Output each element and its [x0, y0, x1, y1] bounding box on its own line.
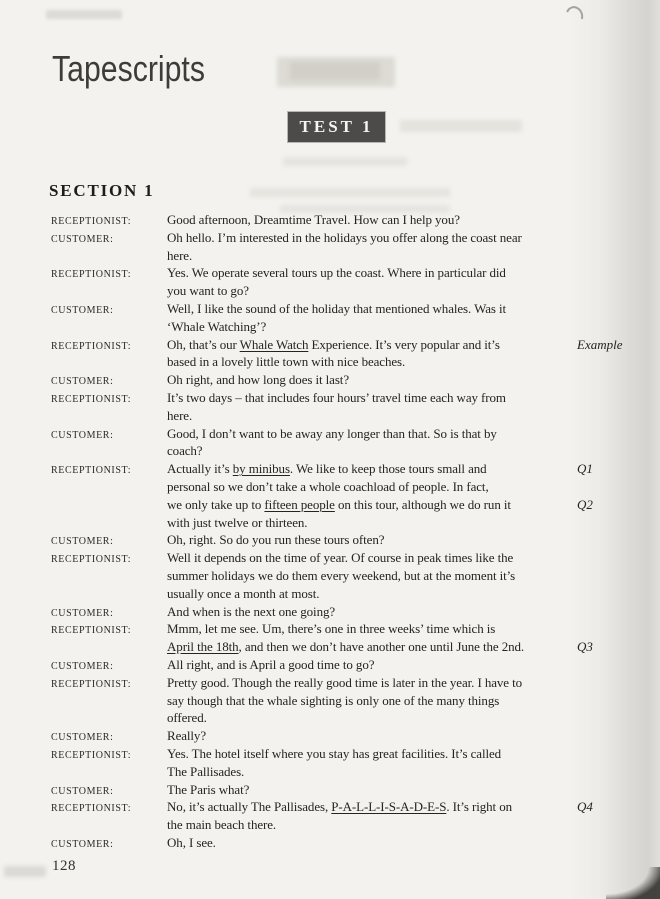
underlined-answer-text: fifteen people	[264, 496, 335, 512]
speaker-label: CUSTOMER:	[51, 233, 114, 245]
speaker-label: RECEPTIONIST:	[51, 216, 132, 227]
dialogue-line	[51, 353, 648, 371]
dialogue-line	[51, 407, 648, 425]
scan-artifact	[283, 157, 407, 166]
dialogue-text	[167, 674, 577, 692]
plain-text: summer holidays we do them every weekend, but at the moment it’s	[167, 567, 516, 583]
margin-note: Q3	[577, 639, 593, 655]
plain-text: Pretty good. Though the really good time is later in the year. I have to	[167, 674, 523, 690]
speaker-label: CUSTOMER:	[51, 838, 114, 850]
margin-note: Q4	[577, 799, 593, 815]
dialogue-line	[51, 514, 648, 532]
dialogue-line	[51, 389, 648, 407]
dialogue-text	[167, 567, 577, 585]
dialogue-line	[51, 798, 648, 816]
dialogue-line	[51, 478, 648, 496]
dialogue-line	[51, 282, 648, 300]
underlined-answer-text: by minibus	[232, 461, 290, 477]
plain-text: The Pallisades.	[167, 763, 245, 779]
dialogue-text	[167, 798, 577, 816]
speaker-label: CUSTOMER:	[51, 607, 114, 619]
margin-note: Q1	[577, 461, 593, 477]
margin-note: Q2	[577, 496, 593, 512]
dialogue-line	[51, 549, 648, 567]
dialogue-line	[51, 816, 648, 834]
speaker-label: CUSTOMER:	[51, 429, 114, 441]
speaker-label: CUSTOMER:	[51, 304, 114, 316]
dialogue-text	[167, 425, 577, 443]
dialogue-text	[167, 264, 577, 282]
dialogue-line	[51, 620, 648, 638]
speaker-label: CUSTOMER:	[51, 732, 114, 744]
plain-text: Really?	[167, 728, 207, 744]
dialogue-text	[167, 585, 577, 603]
underlined-answer-text: P-A-L-L-I-S-A-D-E-S	[331, 799, 447, 815]
dialogue-line	[51, 763, 648, 781]
scan-artifact	[400, 120, 522, 132]
dialogue-text	[167, 371, 577, 389]
dialogue-text	[167, 336, 577, 354]
plain-text: usually once a month at most.	[167, 585, 320, 601]
dialogue-line	[51, 336, 648, 354]
plain-text: personal so we don’t take a whole coachload of people. In fact,	[167, 478, 489, 494]
dialogue-line	[51, 371, 648, 389]
dialogue-line	[51, 674, 648, 692]
page-edge-shadow	[634, 0, 660, 899]
dialogue-text	[167, 727, 577, 745]
plain-text: Oh, that’s our	[167, 336, 240, 352]
dialogue-text	[167, 247, 577, 265]
plain-text: The Paris what?	[167, 781, 250, 797]
plain-text: here.	[167, 407, 193, 423]
dialogue-text	[167, 656, 577, 674]
plain-text: Oh right, and how long does it last?	[167, 372, 349, 388]
dialogue-line	[51, 247, 648, 265]
dialogue-text	[167, 478, 577, 496]
dialogue-line	[51, 603, 648, 621]
dialogue-line	[51, 496, 648, 514]
dialogue-text	[167, 638, 577, 656]
plain-text: Oh, I see.	[167, 834, 216, 850]
dialogue-text	[167, 460, 577, 478]
dialogue-text	[167, 745, 577, 763]
dialogue-text	[167, 496, 577, 514]
dialogue-line	[51, 442, 648, 460]
page-curl-mark-icon	[563, 3, 586, 27]
dialogue-line	[51, 656, 648, 674]
plain-text: based in a lovely little town with nice beaches.	[167, 354, 406, 370]
margin-note: Example	[577, 336, 623, 352]
dialogue-text	[167, 692, 577, 710]
speaker-label: RECEPTIONIST:	[51, 269, 132, 281]
dialogue-text	[167, 763, 577, 781]
plain-text: No, it’s actually The Pallisades,	[167, 799, 332, 815]
dialogue-line	[51, 585, 648, 603]
plain-text: . We like to keep those tours small and	[289, 461, 487, 477]
test-banner	[288, 112, 385, 142]
plain-text: , and then we don’t have another one until June the 2nd.	[238, 639, 525, 655]
plain-text: you want to go?	[167, 283, 249, 299]
dialogue-text	[167, 549, 577, 567]
page-number: 128	[52, 858, 76, 874]
speaker-label: RECEPTIONIST:	[51, 554, 132, 566]
speaker-label: RECEPTIONIST:	[51, 393, 132, 405]
dialogue-line	[51, 264, 648, 282]
plain-text: All right, and is April a good time to go?	[167, 656, 375, 672]
plain-text: Good, I don’t want to be away any longer than that. So is that by	[167, 425, 497, 441]
underlined-answer-text: Whale Watch	[239, 336, 309, 352]
dialogue-text	[167, 709, 577, 727]
speaker-label: RECEPTIONIST:	[51, 749, 132, 761]
plain-text: Well it depends on the time of year. Of course in peak times like the	[167, 550, 514, 566]
dialogue-text	[167, 603, 577, 621]
scan-artifact	[250, 188, 450, 197]
speaker-label: CUSTOMER:	[51, 536, 114, 548]
scan-artifact	[4, 866, 46, 877]
plain-text: And when is the next one going?	[167, 603, 336, 619]
plain-text: Oh hello. I’m interested in the holidays you offer along the coast near	[167, 229, 522, 245]
underlined-answer-text: April the 18th	[167, 639, 239, 655]
speaker-label: CUSTOMER:	[51, 785, 114, 797]
dialogue-line	[51, 692, 648, 710]
plain-text: Well, I like the sound of the holiday that mentioned whales. Was it	[167, 300, 507, 316]
speaker-label: RECEPTIONIST:	[51, 625, 132, 637]
plain-text: Experience. It’s very popular and it’s	[308, 336, 500, 352]
plain-text: offered.	[167, 710, 207, 726]
section-heading: SECTION 1	[49, 181, 155, 200]
dialogue-text	[167, 816, 577, 834]
plain-text: Actually it’s	[167, 461, 233, 477]
dialogue-text	[167, 318, 577, 336]
plain-text: with just twelve or thirteen.	[167, 514, 308, 530]
plain-text: Oh, right. So do you run these tours often?	[167, 532, 385, 548]
speaker-label: RECEPTIONIST:	[51, 678, 132, 690]
scan-artifact	[277, 57, 395, 87]
dialogue-line	[51, 531, 648, 549]
dialogue-text	[167, 300, 577, 318]
dialogue-line	[51, 211, 648, 229]
scan-artifact	[290, 62, 380, 80]
speaker-label: RECEPTIONIST:	[51, 803, 132, 815]
dialogue-line	[51, 745, 648, 763]
dialogue-text	[167, 531, 577, 549]
plain-text: say though that the whale sighting is only one of the many things	[167, 692, 500, 708]
plain-text: here.	[167, 247, 193, 263]
plain-text: Yes. The hotel itself where you stay has great facilities. It’s called	[167, 745, 502, 761]
scan-artifact	[46, 10, 122, 19]
dialogue-transcript	[51, 211, 648, 852]
plain-text: the main beach there.	[167, 817, 277, 833]
dialogue-line	[51, 425, 648, 443]
test-banner-label: TEST 1	[299, 117, 374, 136]
dialogue-line	[51, 300, 648, 318]
dialogue-line	[51, 567, 648, 585]
dialogue-text	[167, 389, 577, 407]
plain-text: Mmm, let me see. Um, there’s one in three weeks’ time which is	[167, 621, 496, 637]
dialogue-text	[167, 781, 577, 799]
dialogue-line	[51, 709, 648, 727]
dialogue-text	[167, 282, 577, 300]
dialogue-text	[167, 229, 577, 247]
speaker-label: CUSTOMER:	[51, 376, 114, 388]
plain-text: on this tour, although we do run it	[334, 496, 511, 512]
plain-text: It’s two days – that includes four hours’ travel time each way from	[167, 389, 506, 405]
speaker-label: RECEPTIONIST:	[51, 340, 132, 352]
dialogue-line	[51, 781, 648, 799]
dialogue-line	[51, 834, 648, 852]
speaker-label: RECEPTIONIST:	[51, 465, 132, 477]
dialogue-line	[51, 318, 648, 336]
dialogue-line	[51, 638, 648, 656]
dialogue-text	[167, 834, 577, 852]
dialogue-text	[167, 442, 577, 460]
dialogue-line	[51, 727, 648, 745]
dialogue-text	[167, 514, 577, 532]
page-corner-shadow	[606, 867, 660, 899]
plain-text: coach?	[167, 443, 203, 459]
dialogue-line	[51, 460, 648, 478]
dialogue-text	[167, 211, 577, 229]
plain-text: . It’s right on	[446, 799, 512, 815]
plain-text: Good afternoon, Dreamtime Travel. How can I help you?	[167, 212, 460, 227]
plain-text: Yes. We operate several tours up the coast. Where in particular did	[167, 265, 506, 281]
dialogue-line	[51, 229, 648, 247]
dialogue-text	[167, 353, 577, 371]
dialogue-text	[167, 407, 577, 425]
page-title: Tapescripts	[52, 48, 205, 89]
speaker-label: CUSTOMER:	[51, 660, 114, 672]
dialogue-text	[167, 620, 577, 638]
plain-text: ‘Whale Watching’?	[167, 318, 267, 334]
plain-text: we only take up to	[167, 496, 265, 512]
